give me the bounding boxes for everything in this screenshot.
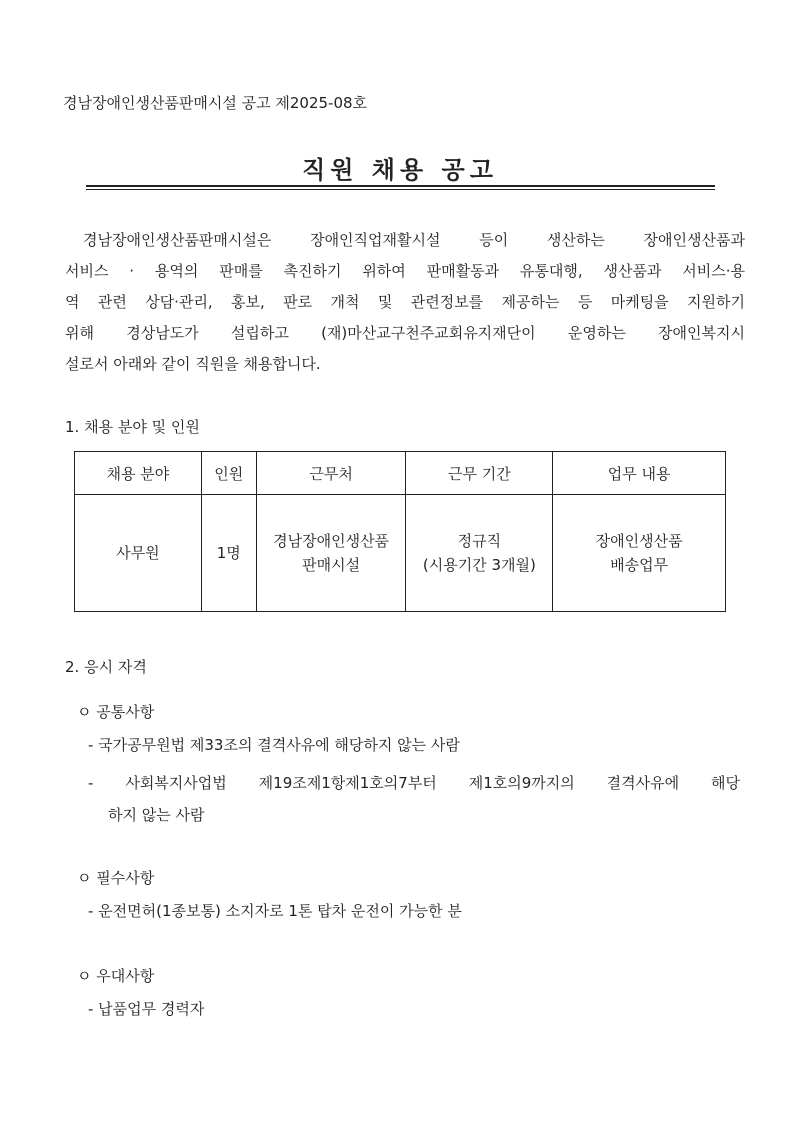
intro-line: 위해 경상남도가 설립하고 (재)마산교구천주교회유지재단이 운영하는 장애인복지시 (65, 324, 745, 342)
subheading-common: ㅇ 공통사항 (77, 703, 155, 721)
cell-duty (553, 495, 726, 612)
list-item: - 납품업무 경력자 (88, 1000, 205, 1018)
cell-duty-line: 장애인생산품 (595, 532, 683, 550)
page-title: 직원 채용 공고 (302, 156, 498, 184)
intro-paragraph (65, 225, 745, 380)
table-header-row (75, 452, 726, 495)
title-underline-thick (86, 185, 715, 187)
intro-line: 설로서 아래와 같이 직원을 채용합니다. (65, 355, 321, 373)
subheading-required: ㅇ 필수사항 (77, 869, 155, 887)
cell-workplace (256, 495, 406, 612)
cell-workplace-line: 판매시설 (302, 556, 361, 574)
subheading-preferred: ㅇ 우대사항 (77, 967, 155, 985)
positions-table (74, 451, 726, 612)
cell-count: 1명 (201, 495, 256, 612)
section-heading-qualifications: 2. 응시 자격 (65, 658, 147, 676)
cell-period-line: 정규직 (457, 532, 502, 550)
cell-duty-line: 배송업무 (610, 556, 669, 574)
table-header-cell: 근무처 (256, 452, 406, 495)
table-row (75, 495, 726, 612)
intro-line: 역 관련 상담·관리, 홍보, 판로 개척 및 관련정보를 제공하는 등 마케팅을 지원하기 (65, 293, 745, 311)
cell-period-line: (시용기간 3개월) (422, 556, 536, 574)
notice-number: 경남장애인생산품판매시설 공고 제2025-08호 (63, 94, 368, 112)
cell-field: 사무원 (75, 495, 202, 612)
title-underline-thin (86, 189, 715, 190)
list-item-line: - 사회복지사업법 제19조제1항제1호의7부터 제1호의9까지의 결격사유에 해당 (88, 774, 740, 792)
list-item-line: 하지 않는 사람 (108, 806, 205, 824)
list-item: - 국가공무원법 제33조의 결격사유에 해당하지 않는 사람 (88, 736, 460, 754)
table-header-cell: 업무 내용 (553, 452, 726, 495)
cell-workplace-line: 경남장애인생산품 (273, 532, 390, 550)
intro-line: 서비스 · 용역의 판매를 촉진하기 위하여 판매활동과 유통대행, 생산품과 서비스·용 (65, 262, 745, 280)
section-heading-positions: 1. 채용 분야 및 인원 (65, 418, 200, 436)
table-header-cell: 근무 기간 (406, 452, 553, 495)
intro-line: 경남장애인생산품판매시설은 장애인직업재활시설 등이 생산하는 장애인생산품과 (83, 231, 745, 249)
list-item: - 운전면허(1종보통) 소지자로 1톤 탑차 운전이 가능한 분 (88, 902, 462, 920)
list-item (88, 767, 740, 831)
table-header-cell: 인원 (201, 452, 256, 495)
cell-period (406, 495, 553, 612)
table-header-cell: 채용 분야 (75, 452, 202, 495)
